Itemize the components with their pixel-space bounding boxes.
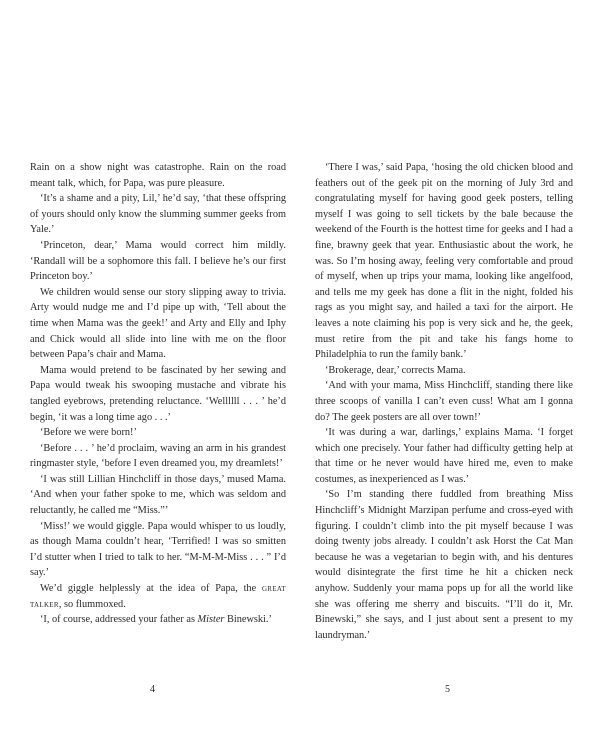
- paragraph: ‘So I’m standing there fuddled from breathing Miss Hinchcliff’s Midnight Marzipan perfume and cross-eyed with figuring. I couldn’t climb into the pit myself because I was doing twenty jobs already. I couldn’t ask Horst the Cat Man because he was a vegetarian to begin with, and his dentures would disintegrate the first time he hit a chicken neck anyhow. Suddenly your mama pops up for all the world like she was offering me sherry and biscuits. “I’ll do it, Mr. Binewski,” she says, and I just about sent a present to my laundryman.’: [315, 489, 573, 641]
- paragraph: ‘It was during a war, darlings,’ explains Mama. ‘I forget which one precisely. Your father had difficulty getting help at that time or he never would have hired me, even to make costumes, as inexperienced as I was.’: [315, 427, 573, 485]
- paragraph: ‘Before we were born!’: [40, 427, 137, 439]
- text-run: Binewski.’: [224, 614, 272, 626]
- right-page-text: [315, 160, 573, 643]
- text-run: , so flummoxed.: [58, 598, 126, 610]
- paragraph: [30, 612, 286, 628]
- left-page-text: [30, 160, 286, 628]
- paragraph: ‘Brokerage, dear,’ corrects Mama.: [325, 364, 466, 376]
- page-number-right: 5: [445, 684, 450, 695]
- small-caps-text: great talker: [30, 583, 286, 610]
- paragraph: ‘And with your mama, Miss Hinchcliff, standing there like three scoops of vanilla I can’t even cuss! What am I gonna do? The geek posters are all over town!’: [315, 380, 573, 423]
- italic-text: Mister: [197, 614, 225, 626]
- paragraph: We children would sense our story slipping away to trivia. Arty would nudge me and I’d pipe up with, ‘Tell about the time when Mama was the geek!’ and Arty and Elly and Iphy and Chick would all slide into line with me on the floor between Papa’s chair and Mama.: [30, 286, 286, 361]
- text-run: We’d giggle helplessly at the idea of Papa, the: [40, 583, 262, 595]
- text-run: ‘I, of course, addressed your father as: [40, 614, 198, 626]
- paragraph: ‘Before . . . ’ he’d proclaim, waving an arm in his grandest ringmaster style, ‘before I even dreamed you, my dreamlets!’: [30, 442, 286, 470]
- paragraph: ‘It’s a shame and a pity, Lil,’ he’d say, ‘that these offspring of yours should only know the slumming summer geeks from Yale.’: [30, 193, 286, 236]
- paragraph: [30, 581, 286, 612]
- paragraph: Rain on a show night was catastrophe. Rain on the road meant talk, which, for Papa, was pure pleasure.: [30, 162, 286, 189]
- page-number-left: 4: [150, 684, 155, 695]
- paragraph: ‘Miss!’ we would giggle. Papa would whisper to us loudly, as though Mama couldn’t hear, ‘Terrified! I was so smitten I’d stutter when I tried to talk to her. “M-M-M-Miss . . . ” I’d say.’: [30, 520, 286, 579]
- paragraph: ‘I was still Lillian Hinchcliff in those days,’ mused Mama. ‘And when your father spoke to me, which was seldom and reluctantly, he called me “Miss.”’: [30, 473, 286, 517]
- paragraph: ‘There I was,’ said Papa, ‘hosing the old chicken blood and feathers out of the geek pit on the morning of July 3rd and congratulating myself for having good geek posters, telling myself I was going to sell tickets by the bale because the weekend of the Fourth is the hottest time for geeks and I had a fine, brawny geek that year. Enthusiastic about the work, he was. So I’m hosing away, feeling very comfortable and proud of myself, when up trips your mama, looking like angelfood, and tells me my geek has done a flit in the night, folded his rags as you might say, and hailed a taxi for the airport. He leaves a note claiming his pop is very sick and he, the geek, must retire from the pit and take his fangs home to Philadelphia to run the family bank.’: [315, 162, 573, 361]
- paragraph: Mama would pretend to be fascinated by her sewing and Papa would tweak his swooping mustache and vibrate his tangled eyebrows, pretending reluctance. ‘Wellllll . . . ’ he’d begin, ‘it was a long time ago . . .’: [30, 364, 286, 423]
- paragraph: ‘Princeton, dear,’ Mama would correct him mildly. ‘Randall will be a sophomore this fall. I believe he’s our first Princeton boy.’: [30, 239, 286, 283]
